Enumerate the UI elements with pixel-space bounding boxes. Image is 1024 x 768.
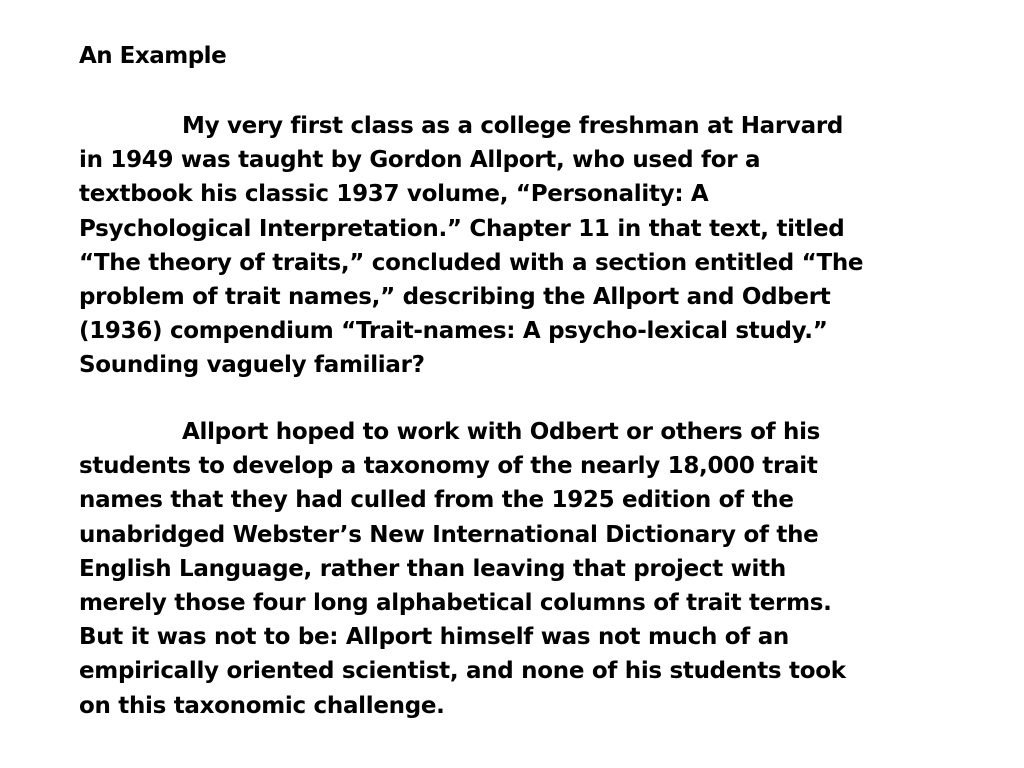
slide-heading: An Example [79, 43, 227, 69]
paragraph-line: But it was not to be: Allport himself was not much of an [79, 624, 790, 651]
paragraph-line: in 1949 was taught by Gordon Allport, who used for a [79, 147, 761, 174]
paragraph-line: unabridged Webster’s New International Dictionary of the [79, 521, 819, 548]
paragraph-2 [79, 415, 846, 723]
paragraph-1 [79, 109, 863, 383]
paragraph-line: textbook his classic 1937 volume, “Personality: A [79, 181, 709, 208]
paragraph-line: problem of trait names,” describing the Allport and Odbert [79, 283, 831, 310]
paragraph-line: on this taxonomic challenge. [79, 692, 445, 719]
paragraph-line: My very first class as a college freshman at Harvard [182, 113, 844, 139]
paragraph-line: Allport hoped to work with Odbert or others of his [182, 419, 821, 445]
paragraph-line: empirically oriented scientist, and none of his students took [79, 658, 846, 685]
paragraph-line: English Language, rather than leaving that project with [79, 555, 786, 582]
paragraph-line: Sounding vaguely familiar? [79, 352, 425, 379]
paragraph-line: “The theory of traits,” concluded with a section entitled “The [79, 249, 864, 276]
paragraph-line: Psychological Interpretation.” Chapter 11 in that text, titled [79, 215, 845, 242]
paragraph-line: names that they had culled from the 1925 edition of the [79, 487, 794, 514]
paragraph-line: merely those four long alphabetical columns of trait terms. [79, 589, 832, 616]
paragraph-line: students to develop a taxonomy of the nearly 18,000 trait [79, 453, 818, 480]
paragraph-line: (1936) compendium “Trait-names: A psycho-lexical study.” [79, 318, 828, 345]
